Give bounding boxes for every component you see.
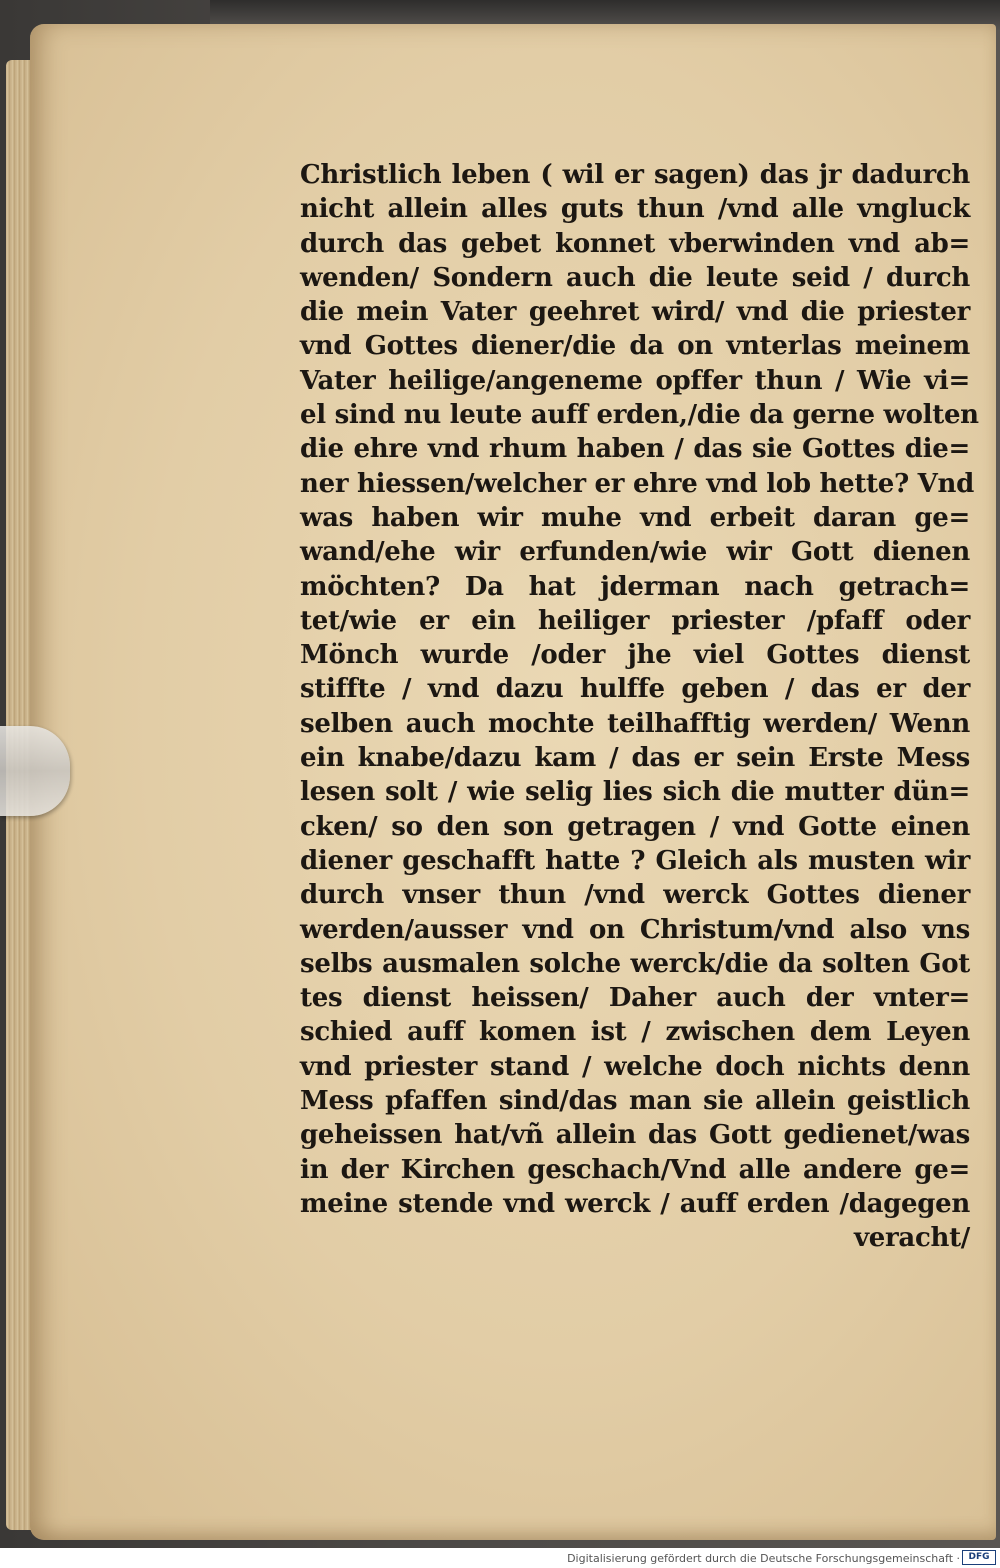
text-line: selben auch mochte teilhafftig werden/ Wenn	[300, 708, 970, 739]
text-line: was haben wir muhe vnd erbeit daran ge=	[300, 502, 970, 533]
text-line: wand/ehe wir erfunden/wie wir Gott dienen	[300, 537, 970, 568]
text-line: stiffte / vnd dazu hulffe geben / das er der	[300, 674, 970, 705]
text-line: werden/ausser vnd on Christum/vnd also vns	[300, 914, 970, 945]
text-line: selbs ausmalen solche werck/die da solten Got	[300, 948, 970, 979]
text-line: Mönch wurde /oder jhe viel Gottes dienst	[300, 640, 970, 671]
text-line: Christlich leben ( wil er sagen) das jr dadurch	[300, 160, 970, 190]
text-line: vnd Gottes diener/die da on vnterlas meinem	[300, 331, 970, 362]
text-line: nicht allein alles guts thun /vnd alle vngluck	[300, 194, 970, 225]
text-line: Vater heilige/angeneme opffer thun / Wie vi=	[300, 365, 970, 396]
text-line: vnd priester stand / welche doch nichts denn	[300, 1051, 970, 1082]
text-line: tet/wie er ein heiliger priester /pfaff oder	[300, 605, 970, 636]
text-line: geheissen hat/vñ allein das Gott gedienet/was	[300, 1120, 970, 1151]
digitization-footer	[0, 1548, 1000, 1568]
text-line: tes dienst heissen/ Daher auch der vnter=	[300, 983, 970, 1014]
text-line: diener geschafft hatte ? Gleich als musten wir	[300, 845, 970, 876]
catchword: veracht/	[853, 1223, 970, 1254]
text-line: die mein Vater geehret wird/ vnd die priester	[300, 297, 970, 328]
text-line: in der Kirchen geschach/Vnd alle andere ge=	[300, 1154, 970, 1185]
text-line: möchten? Da hat jderman nach getrach=	[300, 571, 970, 602]
text-line: ner hiessen/welcher er ehre vnd lob hette? Vnd	[300, 468, 975, 499]
text-line: meine stende vnd werck / auff erden /dagegen	[300, 1188, 970, 1219]
page-clip	[0, 726, 70, 816]
text-line: durch vnser thun /vnd werck Gottes diener	[300, 880, 970, 911]
dfg-logo: DFG	[962, 1550, 996, 1565]
body-text	[300, 158, 979, 1256]
text-line: die ehre vnd rhum haben / das sie Gottes die=	[300, 434, 970, 465]
text-line: ein knabe/dazu kam / das er sein Erste Mess	[300, 743, 970, 774]
text-line: Mess pfaffen sind/das man sie allein geistlich	[300, 1086, 970, 1117]
text-line: durch das gebet konnet vberwinden vnd ab=	[300, 228, 970, 259]
funding-credit: Digitalisierung gefördert durch die Deutsche Forschungsgemeinschaft ·	[567, 1552, 960, 1565]
text-line: schied auff komen ist / zwischen dem Leyen	[300, 1017, 970, 1048]
text-line: wenden/ Sondern auch die leute seid / durch	[300, 262, 970, 293]
text-line: lesen solt / wie selig lies sich die mutter dün=	[300, 777, 970, 808]
text-line: el sind nu leute auff erden,/die da gerne wolten	[300, 400, 979, 431]
text-line: cken/ so den son getragen / vnd Gotte einen	[300, 811, 970, 842]
